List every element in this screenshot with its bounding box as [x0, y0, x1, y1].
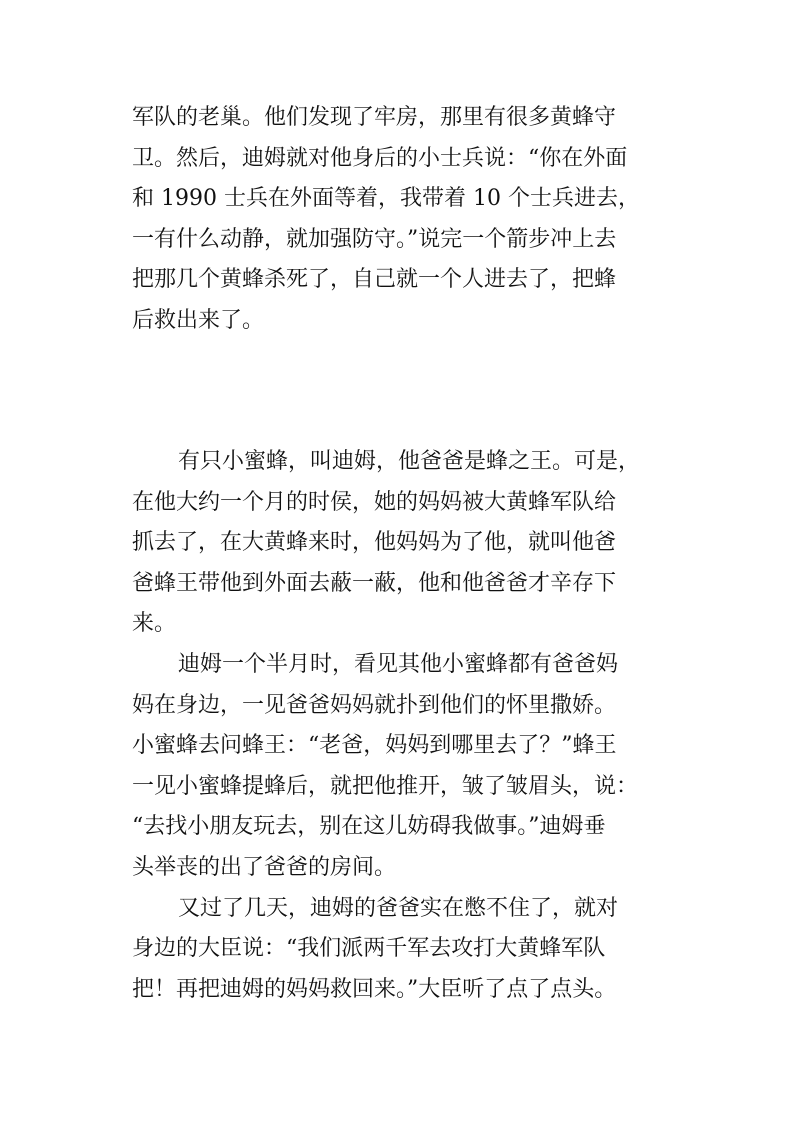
story-fragment: [132, 98, 672, 342]
text-line: 在他大约一个月的时侯，她的妈妈被大黄蜂军队给: [132, 489, 617, 515]
text-line: “去找小朋友玩去，别在这儿妨碍我做事。”迪姆垂: [132, 814, 606, 840]
text-line: 一见小蜜蜂提蜂后，就把他推开，皱了皱眉头，说：: [132, 773, 639, 799]
text-line: 卫。然后，迪姆就对他身后的小士兵说：“你在外面: [132, 145, 628, 171]
text-line: 和 1990 士兵在外面等着，我带着 10 个士兵进去，: [132, 186, 640, 212]
text-line: 迪姆一个半月时，看见其他小蜜蜂都有爸爸妈: [178, 651, 619, 677]
text-line: 身边的大臣说：“我们派两千军去攻打大黄蜂军队: [132, 936, 606, 962]
text-line: 军队的老巢。他们发现了牢房，那里有很多黄蜂守: [132, 105, 617, 130]
paragraph: [132, 645, 672, 889]
text-line: 把那几个黄蜂杀死了，自己就一个人进去了，把蜂: [132, 267, 617, 293]
text-line: 把！再把迪姆的妈妈救回来。”大臣听了点了点头。: [132, 976, 617, 1002]
paragraph: [132, 889, 672, 1011]
paragraph: [132, 442, 672, 645]
text-line: 来。: [132, 611, 177, 637]
text-line: 有只小蜜蜂，叫迪姆，他爸爸是蜂之王。可是，: [178, 449, 641, 474]
text-line: 头举丧的出了爸爸的房间。: [132, 854, 397, 880]
text-line: 抓去了，在大黄蜂来时，他妈妈为了他，就叫他爸: [132, 530, 617, 556]
text-line: 爸蜂王带他到外面去蔽一蔽，他和他爸爸才辛存下: [132, 570, 617, 596]
text-line: 后救出来了。: [132, 307, 265, 333]
story-body: [132, 442, 672, 1010]
text-line: 又过了几天，迪姆的爸爸实在憋不住了，就对: [178, 895, 619, 921]
text-line: 一有什么动静，就加强防守。”说完一个箭步冲上去: [132, 226, 617, 252]
text-line: 小蜜蜂去问蜂王：“老爸，妈妈到哪里去了？”蜂王: [132, 733, 617, 759]
text-line: 妈在身边，一见爸爸妈妈就扑到他们的怀里撒娇。: [132, 692, 617, 718]
